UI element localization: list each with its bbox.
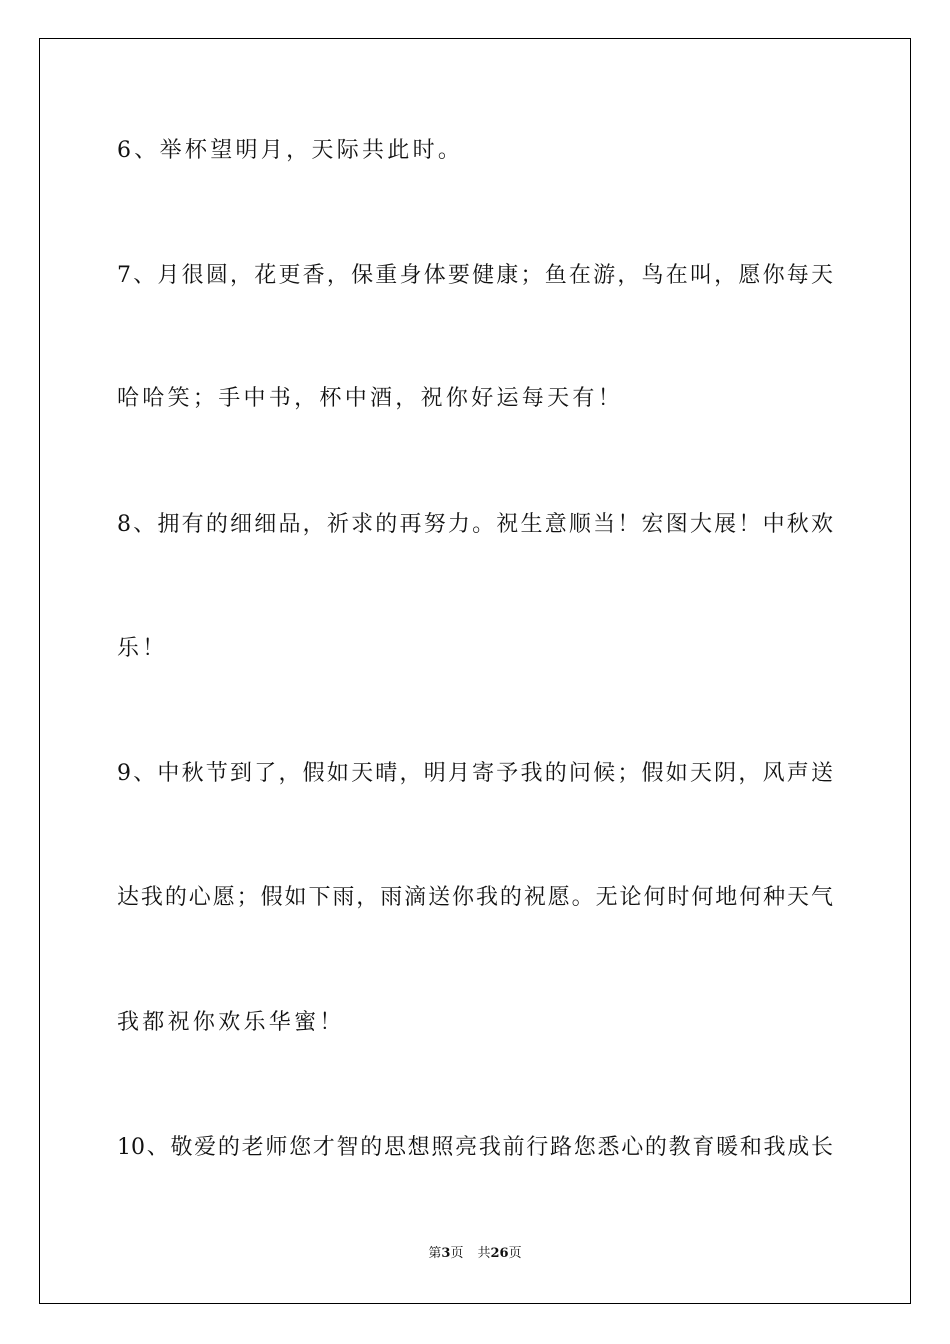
footer-total-prefix: 共 (477, 1246, 491, 1261)
current-page-number: 3 (441, 1246, 451, 1261)
paragraph-line-10: 10、敬爱的老师您才智的思想照亮我前行路您悉心的教育暖和我成长 (117, 1135, 833, 1160)
paragraph-line-9a: 9、中秋节到了，假如天晴，明月寄予我的问候；假如天阴，风声送 (117, 761, 833, 786)
paragraph-line-8b: 乐！ (117, 636, 168, 661)
paragraph-line-7b: 哈哈笑；手中书，杯中酒，祝你好运每天有！ (117, 386, 624, 411)
total-pages-number: 26 (490, 1246, 509, 1261)
paragraph-line-7a: 7、月很圆，花更香，保重身体要健康；鱼在游，鸟在叫，愿你每天 (117, 263, 833, 288)
footer-page-unit: 页 (450, 1246, 464, 1261)
paragraph-line-9b: 达我的心愿；假如下雨，雨滴送你我的祝愿。无论何时何地何种天气 (117, 885, 833, 910)
paragraph-line-8a: 8、拥有的细细品，祈求的再努力。祝生意顺当！宏图大展！中秋欢 (117, 512, 833, 537)
paragraph-line-6: 6、举杯望明月，天际共此时。 (117, 138, 464, 163)
page-footer (0, 1245, 950, 1263)
paragraph-line-9c: 我都祝你欢乐华蜜！ (117, 1010, 345, 1035)
footer-prefix: 第 (428, 1246, 442, 1261)
footer-total-unit: 页 (508, 1246, 522, 1261)
page-border (39, 38, 911, 1304)
